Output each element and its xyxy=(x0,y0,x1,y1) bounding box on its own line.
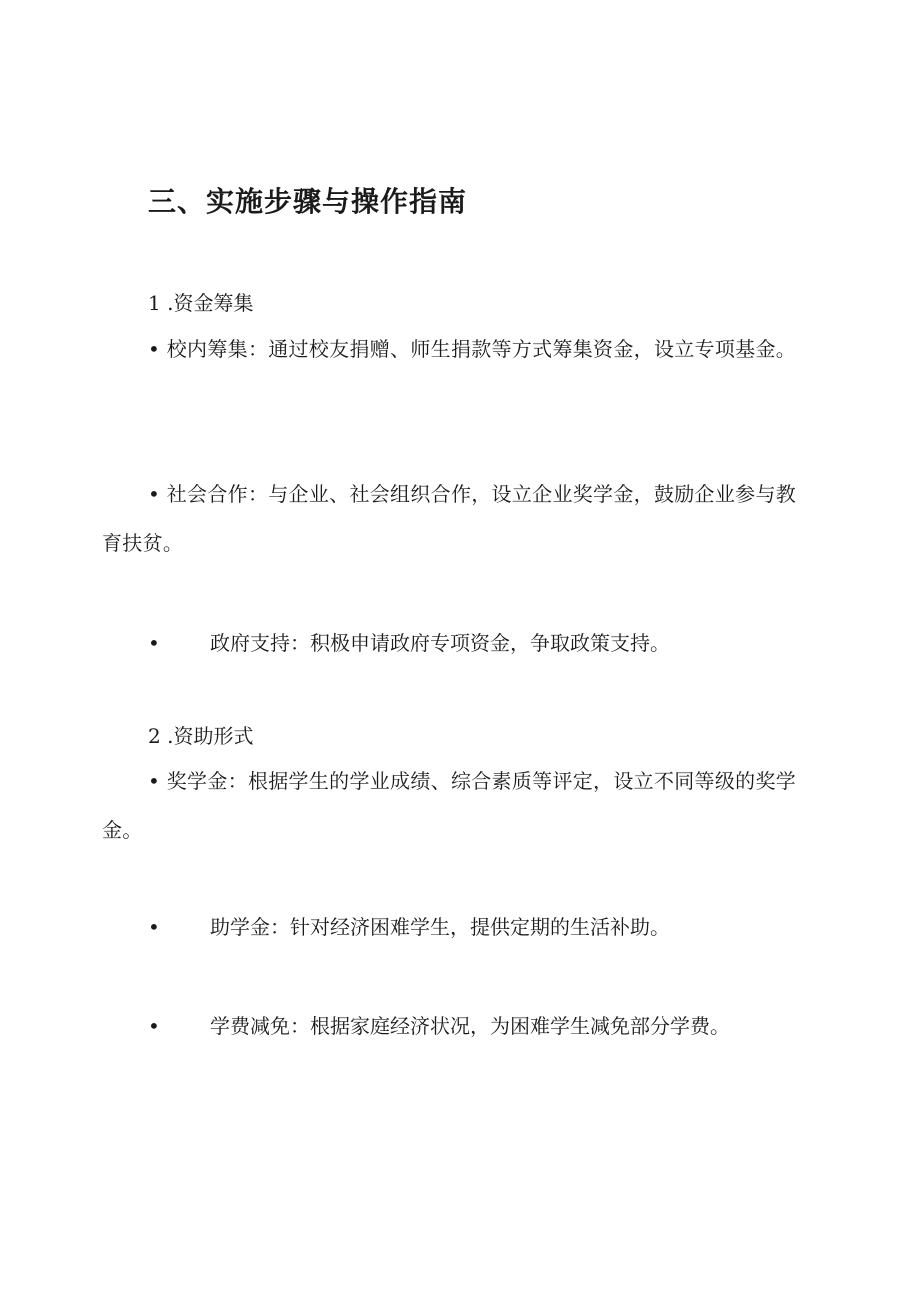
bullet-icon: • xyxy=(148,915,160,939)
subsection-title-aid-forms: 2 .资助形式 xyxy=(148,724,254,748)
paragraph-campus-funding: • 校内筹集：通过校友捐赠、师生捐款等方式筹集资金，设立专项基金。 xyxy=(148,337,797,361)
list-item-text: 助学金：针对经济困难学生，提供定期的生活补助。 xyxy=(210,915,670,939)
paragraph-scholarship: • 奖学金：根据学生的学业成绩、综合素质等评定，设立不同等级的奖学金。 xyxy=(102,769,797,842)
list-item-text: 学费减免：根据家庭经济状况，为困难学生减免部分学费。 xyxy=(210,1014,730,1038)
bullet-icon: • xyxy=(148,631,160,655)
paragraph-social-cooperation: • 社会合作：与企业、社会组织合作，设立企业奖学金，鼓励企业参与教育扶贫。 xyxy=(102,482,797,555)
list-item-grant xyxy=(148,911,670,940)
bullet-icon: • xyxy=(148,1014,160,1038)
list-item-text: 政府支持：积极申请政府专项资金，争取政策支持。 xyxy=(210,631,670,655)
list-item-government-support xyxy=(148,627,670,656)
subsection-title-funding: 1 .资金筹集 xyxy=(148,291,254,315)
section-heading: 三、实施步骤与操作指南 xyxy=(148,185,468,218)
list-item-tuition-waiver xyxy=(148,1010,730,1039)
